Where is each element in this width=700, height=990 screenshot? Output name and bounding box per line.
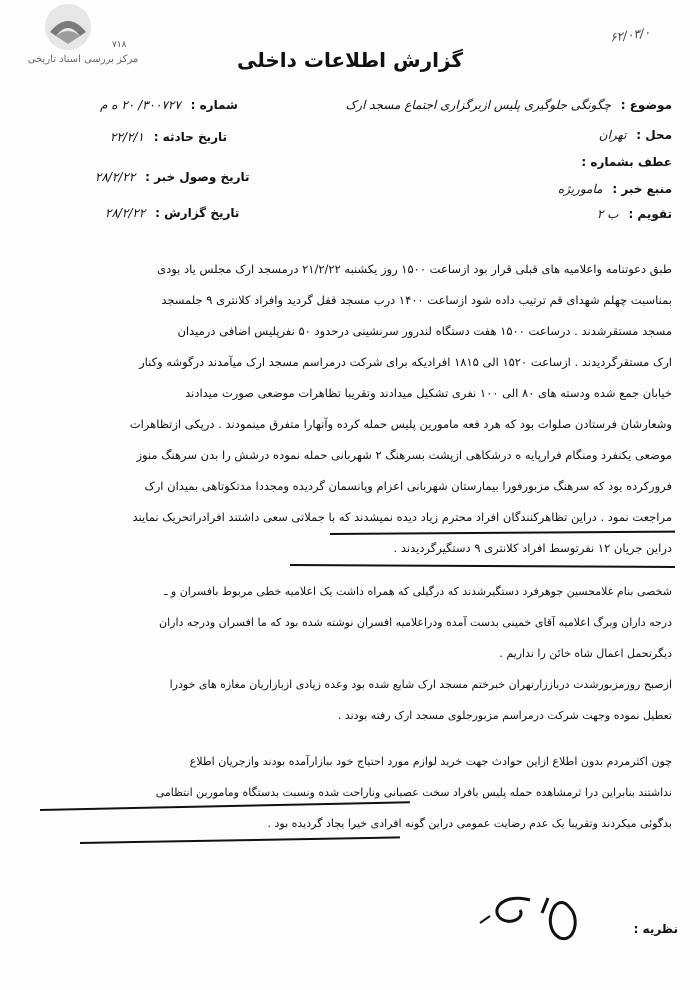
report-date-value: ۲۸/۲/۲۲ [105,206,146,220]
body-line: بمناسبت چهلم شهدای قم ترتیب داده شود ازساعت ۱۴۰۰ درب مسجد قفل گردید وافراد کلانتری ۹ جلمسجد [161,293,672,307]
rating-row [597,207,672,221]
reference-row [575,155,672,169]
body-line: بدگوئی میکردند وتقریبا یک عدم رضایت عمومی دراین گونه افرادی خیرا یجاد گردیده بود . [267,817,672,830]
event-date-value: ۲۲/۲/۱ [110,130,144,144]
underline-mark [290,564,675,568]
document-title: گزارش اطلاعات داخلی [236,48,464,72]
body-line: وشعارشان فرستادن صلوات بود که هرد فعه مامورین پلیس حمله کرده وآنهارا متفرق مینمودند . درپکی ازتظاهرات [129,417,672,431]
body-line: چون اکثرمردم بدون اطلاع ازاین حوادث جهت خرید لوازم مورد احتیاج خود ببازارآمده بودند وازجریان اطلاع [189,755,672,768]
underline-mark [40,801,410,811]
report-date-label: تاریخ گزارش : [155,206,240,220]
body-line: شخصی بنام غلامحسین جوهرفرد دستگیرشدند که درگیلی که همراه داشت یک اعلامیه خطی مربوط بافسران و ـ [164,585,672,598]
subject-row [346,98,672,112]
body-line: تعطیل نموده وجهت شرکت درمراسم مزبورجلوی مسجد ارک رفته بودند . [337,709,672,722]
source-value: ماموریژه [557,182,603,196]
body-line: مراجعت نمود . دراین تظاهرکنندگان افراد محترم زیاد دیده نمیشدند که با جملاتی سعی داشتند افرادراتحریک نمایند [132,510,672,524]
rating-value: ب ۲ [597,207,619,221]
body-line: ارک مستقرگردیدند . ازساعت ۱۵۲۰ الی ۱۸۱۵ افرادیکه برای شرکت درمراسم مسجد ارک میآمدند درگوشه وکنار [139,355,672,369]
event-date-row [110,130,227,144]
report-date-row [105,206,239,220]
body-line: طبق دعوتنامه واعلامیه های قبلی قرار بود ازساعت ۱۵۰۰ روز یکشنبه ۲۱/۲/۲۲ درمسجد ارک مجلس یاد بودی [157,262,672,276]
received-date-label: تاریخ وصول خبر : [145,170,250,184]
body-line: ازصبح روزمزبورشدت درباززارتهران خبرختم مسجد ارک شایع شده بود وعده زیادی ازبازاریان مغازه های خودرا [169,678,672,691]
body-line: نداشتند بنابراین درا ثرمشاهده حمله پلیس بافراد سخت عصبانی وناراحت شده ونسبت بدستگاه وماموربن انتظامی [155,786,672,799]
number-value: ۳۰۰۷۲۷/ ۲۰ ه م [100,98,181,112]
underline-mark [80,836,400,844]
opinion-label: نظریه : [633,922,678,936]
body-line: موضعی یکنفرد ومنگام فرارپایه ه درشکاهی ازپشت بسرهنگ ۲ شهربانی حمله نموده درشش را بدن سرهنگ منوز [136,448,672,462]
subject-label: موضوع : [620,98,672,112]
handwritten-annotation [470,888,590,948]
archive-logo [38,2,98,52]
source-row [558,182,672,196]
page-number: ۷۱۸ [112,40,127,50]
top-handwritten-mark: ۶۲/۰۳/۰ [609,25,652,45]
underline-mark [330,531,675,535]
body-line: دیگرتحمل اعمال شاه خائن را نداریم . [499,647,672,660]
body-line: درجه داران وبرگ اعلامیه آقای خمینی بدست آمده ودراعلامیه افسران نوشته شده بود که ما افسران ودرجه داران [159,616,672,629]
received-date-value: ۲۸/۲/۲۲ [95,170,136,184]
rating-label: تقویم : [628,207,672,221]
location-value: تهران [598,128,627,142]
body-line: فرورکرده بود که سرهنگ مزبورفورا بیمارستان شهربانی اعزام وپانسمان گردیده ومجددا مدتکوتاهی بمیدان ارک [144,479,672,493]
subject-value: چگونگی جلوگیری پلیس ازبرگزاری اجتماع مسجد ارک [345,98,611,112]
body-line: خیابان جمع شده ودسته های ۸۰ الی ۱۰۰ نفری تشکیل میدادند وتقریبا تظاهرات موضعی صورت میدادند [185,386,672,400]
location-row [599,128,672,142]
event-date-label: تاریخ حادثه : [153,130,228,144]
body-line: دراین جریان ۱۲ نفرتوسط افراد کلانتری ۹ دستگیرگردیدند . [393,541,672,555]
number-row [100,98,238,112]
received-date-row [95,170,250,184]
location-label: محل : [636,128,672,142]
reference-label: عطف بشماره : [581,155,672,169]
archive-logo-text: مرکز بررسی اسناد تاریخی [27,54,139,65]
body-line: مسجد مستقرشدند . درساعت ۱۵۰۰ هفت دستگاه لندرور سرنشینی درحدود ۵۰ نفرپلیس اضافی درمیدان [177,324,672,338]
number-label: شماره : [190,98,238,112]
source-label: منبع خبر : [612,182,672,196]
